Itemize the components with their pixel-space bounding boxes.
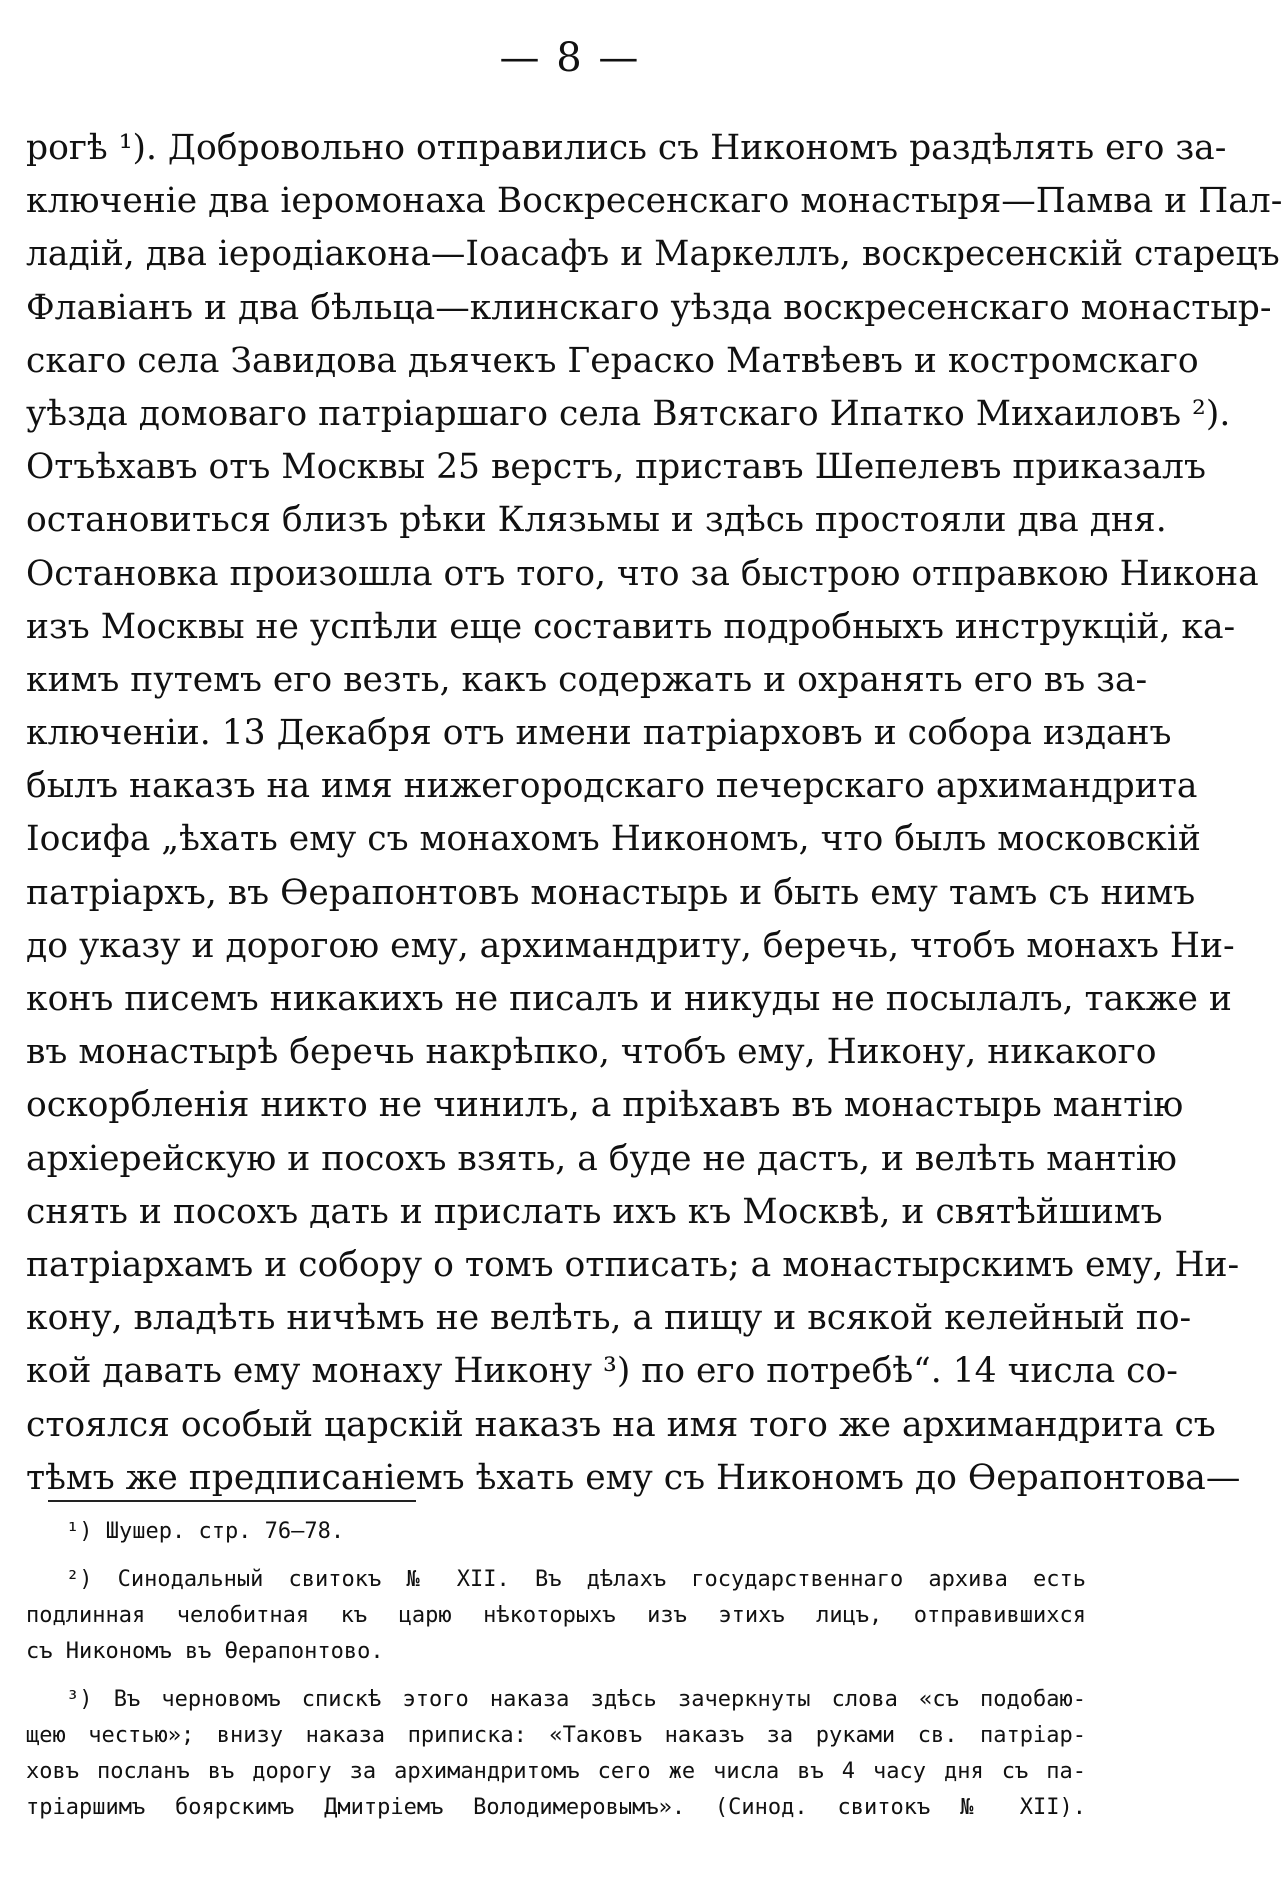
footnote-gap: [26, 1670, 1086, 1682]
footnote-2-line: подлинная челобитная къ царю нѣкоторыхъ изъ этихъ лицъ, отправившихся: [26, 1603, 1086, 1628]
body-line: Іосифа „ѣхать ему съ монахомъ Никономъ, что былъ московскій: [26, 819, 1201, 860]
footnote-separator: [48, 1500, 416, 1502]
body-line: уѣзда домоваго патріаршаго села Вятскаго Ипатко Михаиловъ ²).: [26, 393, 1231, 434]
body-line: въ монастырѣ беречь накрѣпко, чтобъ ему, Никону, никакого: [26, 1032, 1157, 1073]
body-line: конъ писемъ никакихъ не писалъ и никуды не посылалъ, также и: [26, 979, 1232, 1019]
body-line: до указу и дорогою ему, архимандриту, беречь, чтобъ монахъ Ни-: [26, 925, 1235, 966]
body-line: ладій, два іеродіакона—Іоасафъ и Маркеллъ, воскресенскій старецъ: [26, 234, 1280, 275]
footnote-1: ¹) Шушер. стр. 76—78.: [66, 1519, 345, 1544]
body-line: рогѣ ¹). Добровольно отправились съ Никономъ раздѣлять его за-: [26, 128, 1227, 168]
body-line: патріархъ, въ Ѳерапонтовъ монастырь и быть ему тамъ съ нимъ: [26, 872, 1196, 913]
footnote-3-line: щею честью»; внизу наказа приписка: «Таковъ наказъ за руками св. патріар-: [26, 1723, 1086, 1748]
body-line: ключеніе два іеромонаха Воскресенскаго монастыря—Памва и Пал-: [26, 181, 1282, 222]
body-line: кону, владѣть ничѣмъ не велѣть, а пищу и всякой келейный по-: [26, 1298, 1192, 1339]
page-number: — 8 —: [499, 35, 641, 81]
body-line: изъ Москвы не успѣли еще составить подробныхъ инструкцій, ка-: [26, 606, 1236, 647]
body-line: снять и посохъ дать и прислать ихъ къ Москвѣ, и святѣйшимъ: [26, 1191, 1163, 1232]
footnote-3-line: ховъ посланъ въ дорогу за архимандритомъ сего же числа въ 4 часу дня съ па-: [26, 1759, 1086, 1784]
body-line: Отъѣхавъ отъ Москвы 25 верстъ, приставъ Шепелевъ приказалъ: [26, 447, 1206, 488]
footnote-2-line: ²) Синодальный свитокъ № XII. Въ дѣлахъ государственнаго архива есть: [66, 1567, 1086, 1592]
footnote-3-line: тріаршимъ боярскимъ Дмитріемъ Володимеровымъ». (Синод. свитокъ № XII).: [26, 1795, 1086, 1820]
footnotes: [26, 1514, 1086, 1826]
body-line: архіерейскую и посохъ взять, а буде не дастъ, и велѣть мантію: [26, 1138, 1177, 1179]
body-line: кой давать ему монаху Никону ³) по его потребѣ“. 14 числа со-: [26, 1351, 1178, 1392]
body-line: скаго села Завидова дьячекъ Гераско Матвѣевъ и костромскаго: [26, 340, 1199, 381]
body-line: Остановка произошла отъ того, что за быстрою отправкою Никона: [26, 553, 1259, 594]
body-line: былъ наказъ на имя нижегородскаго печерскаго архимандрита: [26, 766, 1198, 807]
body-line: остановиться близъ рѣки Клязьмы и здѣсь простояли два дня.: [26, 500, 1167, 541]
body-text: [26, 122, 1282, 1505]
body-line: тѣмъ же предписаніемъ ѣхать ему съ Никономъ до Ѳерапонтова—: [26, 1457, 1241, 1498]
footnote-3-line: ³) Въ черновомъ спискѣ этого наказа здѣсь зачеркнуты слова «съ подобаю-: [66, 1687, 1086, 1712]
body-line: кимъ путемъ его везть, какъ содержать и охранять его въ за-: [26, 659, 1148, 700]
footnote-gap: [26, 1550, 1086, 1562]
body-line: Флавіанъ и два бѣльца—клинскаго уѣзда воскресенскаго монастыр-: [26, 287, 1272, 328]
body-line: оскорбленія никто не чинилъ, а пріѣхавъ въ монастырь мантію: [26, 1085, 1184, 1126]
body-line: стоялся особый царскій наказъ на имя того же архимандрита съ: [26, 1404, 1216, 1445]
body-line: патріархамъ и собору о томъ отписать; а монастырскимъ ему, Ни-: [26, 1244, 1240, 1285]
body-line: ключеніи. 13 Декабря отъ имени патріарховъ и собора изданъ: [26, 713, 1172, 754]
footnote-2-line: съ Никономъ въ Ѳерапонтово.: [26, 1639, 384, 1664]
